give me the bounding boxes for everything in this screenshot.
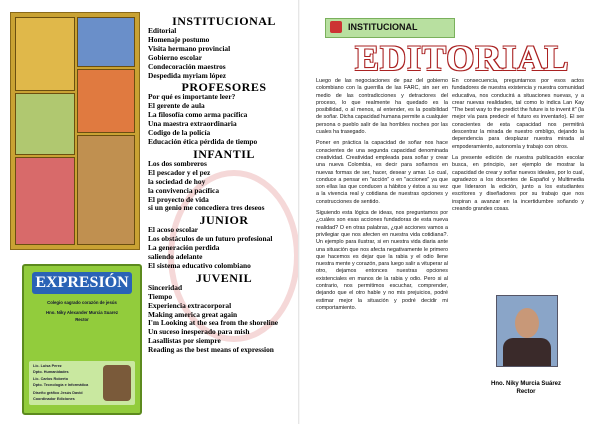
toc-item: Los dos sombreros bbox=[148, 158, 207, 168]
toc-item: Una maestra extraordinaria bbox=[148, 119, 237, 129]
toc-section-infantil bbox=[148, 148, 300, 213]
toc-item: saliendo adelante bbox=[148, 252, 203, 262]
editorial-column-2 bbox=[452, 78, 584, 217]
signature-role: Rector bbox=[516, 389, 536, 395]
toc-item: Visita hermano provincial bbox=[148, 43, 231, 53]
toc-item: El sistema educativo colombiano bbox=[148, 260, 251, 270]
expresion-credits-box bbox=[22, 264, 142, 415]
credit-line: Diseño gráfico Jesús David bbox=[33, 391, 83, 395]
toc-item: Los obstáculos de un futuro profesional bbox=[148, 234, 273, 244]
table-of-contents bbox=[148, 14, 300, 355]
toc-item: La filosofía como arma pacífica bbox=[148, 110, 248, 120]
toc-section-institucional bbox=[148, 15, 300, 80]
toc-item: I'm Looking at the sea from the shoreline bbox=[148, 318, 279, 328]
signature-name: Hno. Niky Murcia Suárez bbox=[490, 381, 562, 387]
right-page bbox=[300, 0, 600, 424]
credits-avatar bbox=[103, 365, 131, 401]
paragraph: Siguiendo esta lógica de ideas, nos preguntamos por ¿cuáles son esas acciones fundadoras de esta nueva realidad? O en otras palabras, ¿qué acciones vamos a privilegiar que nos afecten en nuestra vida cotidiana?. Un ejemplo para ilustrar, si en nuestra vida diaria ante una situación que nos afecta negativamente le primero que hacemos es dejar que la rabia y el odio llene nuestra mente y corazón, para luego salir a vituperar al otro, dejamos entonces nuestras opciones existenciales en manos de la rabia y odio. Pero si al contrario, nos permitimos escuchar, comprender, dejando que el otro hable y no mis prejuicios, podré estimar mejor la situación y podré decidir mi comportamiento. bbox=[316, 210, 448, 311]
credit-line: Dpto. Tecnología e Informática bbox=[33, 383, 89, 387]
photo-face bbox=[515, 308, 539, 338]
rector-role: Rector bbox=[75, 317, 89, 322]
paragraph: Luego de las negociaciones de paz del gobierno colombiano con la guerrilla de las FARC, sin ser en medio de las contradicciones y detractores del proceso, lo que realmente ha quedado es la posibilidad, o al menos, al entender, es la posibilidad de soñar. Dicha capacidad humana permite a cualquier persona o pueblo salir de las horribles noches por las cuales ha trasegado. bbox=[316, 78, 448, 136]
toc-section-junior bbox=[148, 214, 300, 271]
section-title: JUNIOR bbox=[199, 213, 249, 228]
toc-item: Un suceso inesperado para mish bbox=[148, 327, 250, 337]
toc-item: Editorial bbox=[148, 26, 177, 35]
paragraph: En consecuencia, preguntarnos por esos actos fundadores de nuestra existencia y nuestra comunidad educativa, nos conducirá a situaciones nuevas, y a crear nuevas realidades, tal como lo indica Lan Kay "The best way to the predict the future is to invent it" (la mejor vía para predecir el futuro es inventarlo). El ser conscientes de esta capacidad nos permitirá descentrar la mirada de nuestro ombligo, dejando la dependencia para desplazar nuestra mirada al empoderamiento, autonomía y trabajo con otros. bbox=[452, 78, 584, 150]
paragraph: La presente edición de nuestra publicación escolar busca, en principio, ser ejemplo de mostrar la capacidad de crear y soñar nuevos ideales, por lo cual, agradezco a los docentes de Español y Multimedia que lideraron la edición, junto a los estudiantes escritores y diseñadores por su trabajo que nos inspiran a avanzar en la incertidumbre soñando y creando grandes cosas. bbox=[452, 154, 584, 213]
toc-item: El pescador y el pez bbox=[148, 167, 211, 177]
credits-panel bbox=[29, 361, 135, 405]
toc-item: El proyecto de vida bbox=[148, 194, 209, 204]
paragraph: Poner en práctica la capacidad de soñar nos hace conscientes de una segunda capacidad denominada creatividad. Creatividad empleada para soñar y crear una nueva Colombia, es decir para soñarnos en nuevas formas de ser, hacer, desear y amar. Lo cual, conduce a pensar en "acción" o en "acciones" ya que son ellas las que conducen a hábitos y éstos a su vez a la vivencia real y cotidiana de nuestras opciones y construcciones de sentido. bbox=[316, 140, 448, 205]
toc-section-juvenil bbox=[148, 272, 300, 355]
toc-item: Sinceridad bbox=[148, 282, 183, 292]
toc-item: si un genio me concediera tres deseos bbox=[148, 203, 265, 213]
toc-item: Tiempo bbox=[148, 291, 173, 301]
rector-name: Hno. Niky Alexander Murcia Suarez bbox=[46, 310, 118, 315]
section-title: JUVENIL bbox=[195, 270, 253, 285]
toc-section-profesores bbox=[148, 81, 300, 146]
toc-item: La generación perdida bbox=[148, 243, 220, 253]
toc-item: Gobierno escolar bbox=[148, 52, 202, 62]
editorial-heading: EDITORIAL bbox=[355, 38, 570, 78]
expresion-logo: EXPRESIÓN bbox=[32, 272, 132, 294]
toc-item: Experiencia extracorporal bbox=[148, 300, 232, 310]
photo-suit bbox=[503, 338, 551, 366]
section-title: INSTITUCIONAL bbox=[172, 14, 276, 28]
section-title: INFANTIL bbox=[193, 146, 255, 161]
credit-line: Lic. Luisa Perez bbox=[33, 364, 62, 368]
toc-item: la convivencia pacífica bbox=[148, 185, 220, 195]
magazine-cover-collage bbox=[10, 12, 140, 250]
toc-item: Condecoración maestros bbox=[148, 61, 226, 71]
toc-item: Despedida myriam lópez bbox=[148, 70, 227, 80]
toc-item: la sociedad de hoy bbox=[148, 176, 206, 186]
toc-item: Reading as the best means of expression bbox=[148, 345, 274, 355]
toc-item: Making america great again bbox=[148, 309, 238, 319]
toc-item: Educación ética pérdida de tiempo bbox=[148, 136, 258, 146]
toc-item: Lasallistas por siempre bbox=[148, 336, 221, 346]
toc-item: Codigo de la policía bbox=[148, 128, 211, 138]
toc-item: Homenaje postumo bbox=[148, 34, 210, 44]
section-title: PROFESORES bbox=[181, 80, 267, 95]
school-logo-icon bbox=[330, 21, 342, 33]
credit-line: Dpto. Humanidades bbox=[33, 370, 69, 374]
editorial-column-1 bbox=[316, 78, 448, 316]
toc-item: El acoso escolar bbox=[148, 225, 199, 235]
toc-item: El gerente de aula bbox=[148, 101, 205, 111]
banner-label: INSTITUCIONAL bbox=[348, 22, 418, 32]
section-banner bbox=[325, 18, 455, 38]
credit-line: Lic. Carlos Roberto bbox=[33, 377, 69, 381]
school-name: Colegio sagrado corazón de jesús bbox=[47, 300, 117, 305]
credit-line: Coordinador Ediciones bbox=[33, 397, 75, 401]
rector-photo bbox=[496, 295, 558, 367]
toc-item: Por qué es importante leer? bbox=[148, 92, 236, 102]
